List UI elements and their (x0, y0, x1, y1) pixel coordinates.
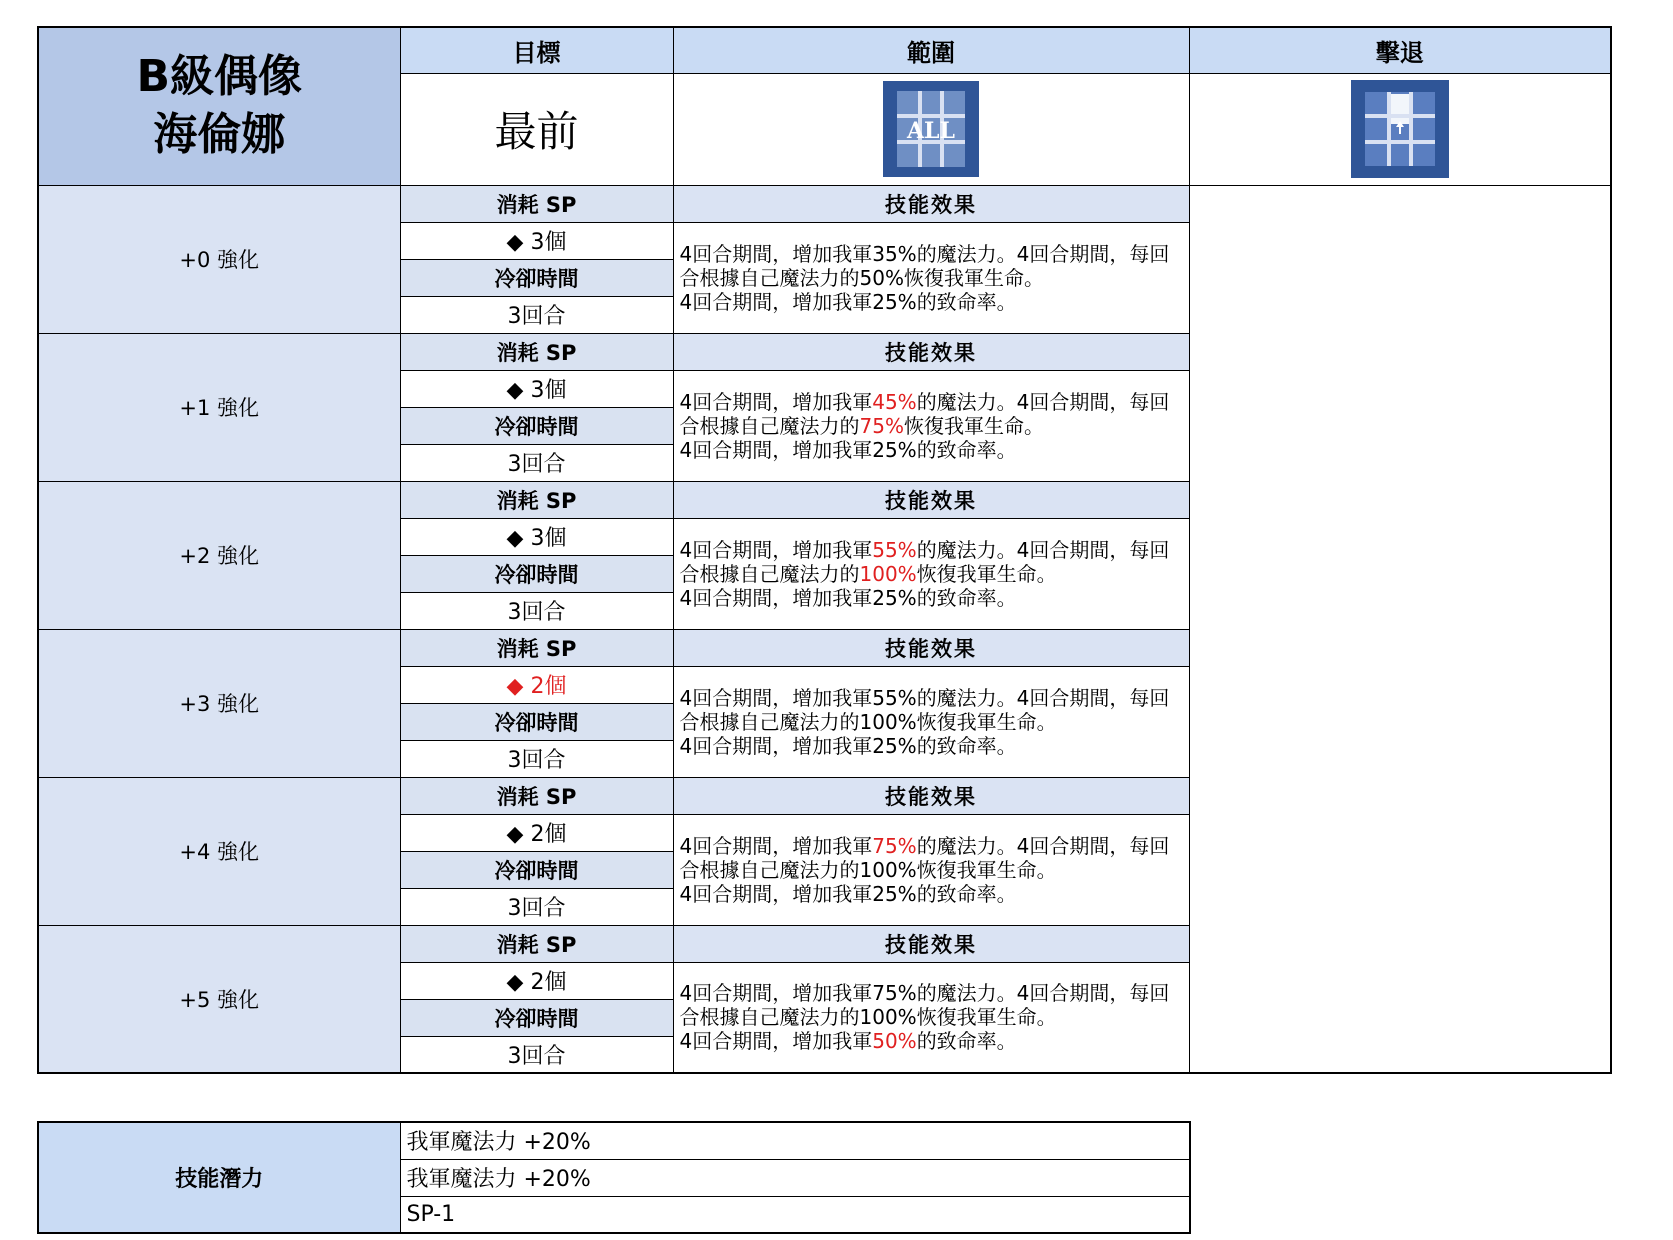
effect-text: 恢復我軍生命。 (916, 857, 1057, 882)
effect-text: 75% (859, 413, 904, 438)
effect-description (673, 814, 1189, 925)
level-row (38, 185, 1611, 222)
cooldown-value: 3回合 (400, 740, 673, 777)
effect-text: 的魔法力。4回合期間，每回合根據自己魔法力的 (679, 241, 1170, 290)
effect-text: 恢復我軍生命。 (903, 413, 1044, 438)
effect-text: 100% (859, 709, 917, 734)
sp-cost-value: ◆ 3個 (400, 518, 673, 555)
effect-header: 技能效果 (673, 185, 1189, 222)
effect-header: 技能效果 (673, 481, 1189, 518)
enhance-level: +1 強化 (38, 333, 400, 481)
effect-text: 100% (859, 561, 917, 586)
effect-line (680, 834, 1189, 882)
cooldown-header: 冷卻時間 (400, 703, 673, 740)
effect-text: 100% (859, 1005, 917, 1030)
effect-line (680, 242, 1189, 290)
cooldown-value: 3回合 (400, 444, 673, 481)
cooldown-value: 3回合 (400, 296, 673, 333)
enhance-level: +5 強化 (38, 925, 400, 1073)
enhance-level: +4 強化 (38, 777, 400, 925)
effect-line (680, 882, 1189, 906)
col-range-header: 範圍 (673, 27, 1189, 73)
effect-description (673, 370, 1189, 481)
effect-header: 技能效果 (673, 333, 1189, 370)
effect-text: 的致命率。 (916, 1029, 1017, 1054)
effect-text: 4回合期間，增加我軍 (679, 685, 873, 710)
knockback-cell (1189, 73, 1611, 185)
effect-description (673, 518, 1189, 629)
effect-line (680, 981, 1189, 1029)
sp-cost-header: 消耗 SP (400, 333, 673, 370)
effect-description (673, 222, 1189, 333)
effect-text: 恢復我軍生命。 (916, 1005, 1057, 1030)
effect-text: 25% (872, 881, 917, 906)
effect-text: 4回合期間，增加我軍 (679, 437, 873, 462)
effect-text: 75% (872, 833, 917, 858)
level-row (38, 777, 1611, 814)
effect-text: 4回合期間，增加我軍 (679, 289, 873, 314)
effect-text: 4回合期間，增加我軍 (679, 833, 873, 858)
effect-text: 4回合期間，增加我軍 (679, 733, 873, 758)
effect-description (673, 962, 1189, 1073)
effect-line (680, 1029, 1189, 1053)
cooldown-value: 3回合 (400, 592, 673, 629)
character-name-line1: B級偶像 (136, 51, 303, 103)
character-name (38, 27, 400, 185)
enhance-level: +2 強化 (38, 481, 400, 629)
effect-text: 恢復我軍生命。 (916, 709, 1057, 734)
enhance-level: +3 強化 (38, 629, 400, 777)
effect-text: 的致命率。 (916, 585, 1017, 610)
effect-text: 4回合期間，增加我軍 (679, 585, 873, 610)
cooldown-header: 冷卻時間 (400, 999, 673, 1036)
effect-text: 45% (872, 389, 917, 414)
range-icon-text: ALL (906, 118, 956, 144)
cooldown-value: 3回合 (400, 888, 673, 925)
sp-cost-header: 消耗 SP (400, 777, 673, 814)
skill-table (37, 26, 1612, 1074)
effect-text: 25% (872, 733, 917, 758)
level-row (38, 333, 1611, 370)
sp-cost-value: ◆ 3個 (400, 370, 673, 407)
effect-text: 4回合期間，增加我軍 (679, 537, 873, 562)
effect-line (680, 290, 1189, 314)
sp-cost-header: 消耗 SP (400, 629, 673, 666)
effect-description (673, 666, 1189, 777)
grid-all-icon (883, 81, 979, 177)
sp-cost-value: ◆ 2個 (400, 962, 673, 999)
effect-text: 50% (872, 1029, 917, 1054)
effect-text: 4回合期間，增加我軍 (679, 981, 873, 1006)
potential-item: SP-1 (400, 1196, 1190, 1233)
effect-text: 恢復我軍生命。 (916, 561, 1057, 586)
effect-text: 4回合期間，增加我軍 (679, 881, 873, 906)
potential-item: 我軍魔法力 +20% (400, 1122, 1190, 1159)
effect-text: 的魔法力。4回合期間，每回合根據自己魔法力的 (679, 833, 1170, 882)
target-value: 最前 (400, 73, 673, 185)
sp-cost-header: 消耗 SP (400, 925, 673, 962)
cooldown-value: 3回合 (400, 1036, 673, 1073)
cooldown-header: 冷卻時間 (400, 851, 673, 888)
effect-text: 的致命率。 (916, 289, 1017, 314)
effect-text: 55% (872, 685, 917, 710)
level-row (38, 629, 1611, 666)
effect-text: 的魔法力。4回合期間，每回合根據自己魔法力的 (679, 981, 1170, 1030)
cooldown-header: 冷卻時間 (400, 407, 673, 444)
effect-text: 的致命率。 (916, 437, 1017, 462)
effect-line (680, 586, 1189, 610)
effect-line (680, 438, 1189, 462)
effect-line (680, 390, 1189, 438)
sp-cost-value: ◆ 2個 (400, 666, 673, 703)
level-row (38, 925, 1611, 962)
effect-header: 技能效果 (673, 629, 1189, 666)
effect-text: 4回合期間，增加我軍 (679, 241, 873, 266)
sp-cost-header: 消耗 SP (400, 185, 673, 222)
effect-text: 35% (872, 241, 917, 266)
effect-text: 50% (859, 265, 904, 290)
character-name-line2: 海倫娜 (153, 109, 286, 161)
sp-cost-value: ◆ 3個 (400, 222, 673, 259)
potential-table (37, 1121, 1191, 1234)
cooldown-header: 冷卻時間 (400, 555, 673, 592)
effect-header: 技能效果 (673, 925, 1189, 962)
effect-text: 的魔法力。4回合期間，每回合根據自己魔法力的 (679, 537, 1170, 586)
potential-label: 技能潛力 (38, 1122, 400, 1233)
effect-text: 55% (872, 537, 917, 562)
effect-line (680, 686, 1189, 734)
effect-text: 恢復我軍生命。 (903, 265, 1044, 290)
effect-text: 的致命率。 (916, 881, 1017, 906)
effect-text: 的致命率。 (916, 733, 1017, 758)
effect-text: 75% (872, 981, 917, 1006)
effect-line (680, 538, 1189, 586)
range-cell (673, 73, 1189, 185)
level-row (38, 481, 1611, 518)
cooldown-header: 冷卻時間 (400, 259, 673, 296)
effect-text: 4回合期間，增加我軍 (679, 389, 873, 414)
effect-text: 100% (859, 857, 917, 882)
effect-text: 的魔法力。4回合期間，每回合根據自己魔法力的 (679, 389, 1170, 438)
sp-cost-header: 消耗 SP (400, 481, 673, 518)
effect-text: 的魔法力。4回合期間，每回合根據自己魔法力的 (679, 685, 1170, 734)
effect-text: 25% (872, 289, 917, 314)
col-knockback-header: 擊退 (1189, 27, 1611, 73)
grid-knockback-up-icon (1351, 80, 1449, 178)
sp-cost-value: ◆ 2個 (400, 814, 673, 851)
effect-line (680, 734, 1189, 758)
effect-header: 技能效果 (673, 777, 1189, 814)
effect-text: 25% (872, 437, 917, 462)
col-target-header: 目標 (400, 27, 673, 73)
effect-text: 4回合期間，增加我軍 (679, 1029, 873, 1054)
enhance-level: +0 強化 (38, 185, 400, 333)
effect-text: 25% (872, 585, 917, 610)
potential-item: 我軍魔法力 +20% (400, 1159, 1190, 1196)
